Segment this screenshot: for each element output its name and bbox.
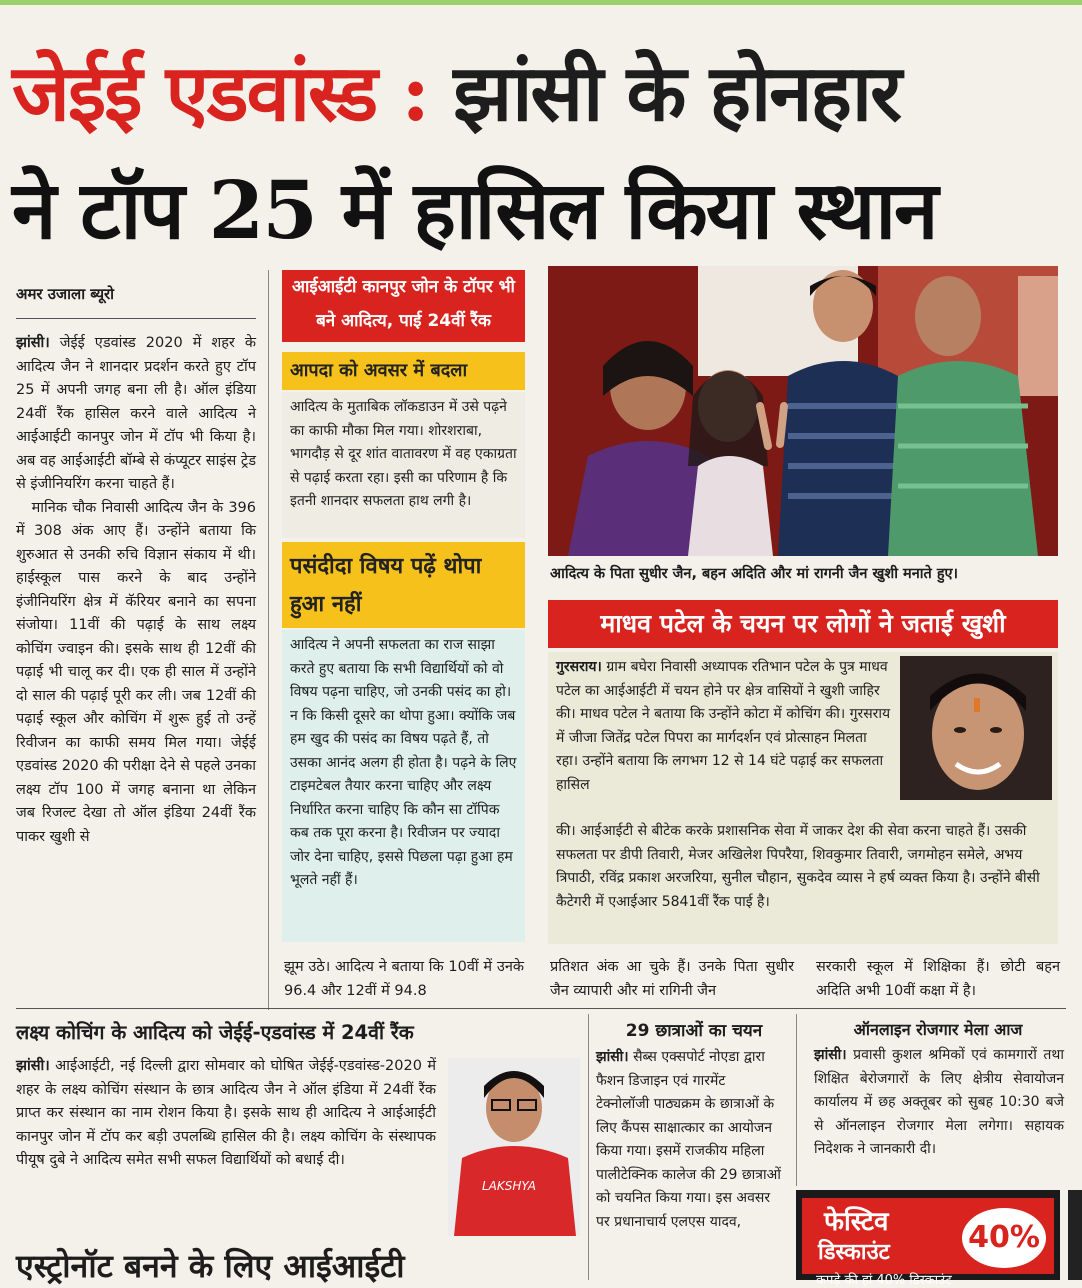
madhav-portrait [900,656,1052,800]
main-continuation-2: झूम उठे। आदित्य ने बताया कि 10वीं में उनके 96.4 और 12वीं में 94.8 [284,959,524,999]
chayan-text-body: सैब्स एक्सपोर्ट नोएडा द्वारा फैशन डिजाइन एवं गारमेंट टेक्नोलॉजी पाठ्यक्रम के छात्राओं के लिए कैंपस साक्षात्कार का आयोजन किया गया। इसमें राजकीय महिला पालीटेक्निक कालेज की 29 छात्राओं को चयनित किया गया। इस अवसर पर प्रधानाचार्य एलएस यादव, [596,1049,781,1230]
madhav-dateline: गुरसराय। [556,659,602,675]
column-divider [268,270,269,1010]
chayan-text [596,1046,782,1280]
divider-2 [588,1014,589,1280]
family-photo [548,266,1058,556]
chayan-dateline: झांसी। [596,1049,629,1065]
lakshya-dateline: झांसी। [16,1058,50,1074]
sidebar-text-1: आदित्य के मुताबिक लॉकडाउन में उसे पढ़ने का काफी मौका मिल गया। शोरशराबा, भागदौड़ से दूर शांत वातावरण में वह एकाग्रता से पढ़ाई करता रहा। इसी का परिणाम है कि इतनी शानदार सफलता हाथ लगी है। [282,392,525,538]
chayan-headline: 29 छात्राओं का चयन [625,1021,763,1041]
madhav-text-a [556,656,892,797]
byline-rule [16,318,256,319]
ad-line-1: फेस्टिव [824,1207,889,1237]
lakshya-text [16,1055,436,1173]
sidebar-subhead-1: आपदा को अवसर में बदला [282,352,525,390]
page-edge [1068,1190,1082,1280]
madhav-headline: माधव पटेल के चयन पर लोगों ने जताई खुशी [548,600,1058,648]
main-continuation-3: प्रतिशत अंक आ चुके हैं। उनके पिता सुधीर जैन व्यापारी और मां रागिनी जैन [550,959,794,999]
festive-discount-ad [796,1190,1060,1288]
sidebar-subhead-2: पसंदीदा विषय पढ़ें थोपा हुआ नहीं [282,542,525,628]
ad-line-3: कपड़े की हां 40% डिस्काउंट [816,1273,952,1288]
family-photo-caption: आदित्य के पिता सुधीर जैन, बहन अदिति और मां रागनी जैन खुशी मनाते हुए। [550,566,959,582]
lakshya-headline: लक्ष्य कोचिंग के आदित्य को जेईई-एडवांस्ड में 24वीं रैंक [16,1021,414,1044]
headline-line-1 [12,34,1072,154]
headline-line-2: ने टॉप 25 में हासिल किया स्थान [12,163,937,257]
lakshya-portrait [448,1058,580,1236]
section-rule [16,1008,1066,1009]
lakshya-text-body: आईआईटी, नई दिल्ली द्वारा सोमवार को घोषित जेईई-एडवांस्ड-2020 में शहर के लक्ष्य कोचिंग संस्थान के छात्र आदित्य जैन ने ऑल इंडिया में 24वीं रैंक प्राप्त कर संस्थान का नाम रोशन किया है। इसके साथ ही आदित्य ने आईआईटी कानपुर जोन में टॉप कर बड़ी उपलब्धि हासिल की है। लक्ष्य कोचिंग के संस्थापक पीयूष दुबे ने आदित्य समेत सभी सफल विद्यार्थियों को बधाई दी। [16,1058,436,1168]
divider-3 [796,1014,797,1186]
top-rule [0,0,1082,5]
main-para-2: मानिक चौक निवासी आदित्य जैन के 396 में 308 अंक आए हैं। उन्होंने बताया कि शुरुआत से उनकी रुचि विज्ञान संकाय में थी। हाईस्कूल पास करने के बाद उन्होंने इंजीनियरिंग क्षेत्र में कॅरियर बनाने का सपना संजोया। 11वीं की पढ़ाई के साथ लक्ष्य कोचिंग ज्वाइन की। इसके साथ ही 12वीं की पढ़ाई भी चालू कर दी। एक ही साल में उन्होंने दो साल की पढ़ाई पूरी कर ली। जब 12वीं की पढ़ाई स्कूल और कोचिंग में शुरू हुई तो उन्हें रिवीजन का काफी समय मिल गया। जेईई एडवांस्ड 2020 की परीक्षा देने से पहले उनका लक्ष्य टॉप 100 में जगह बनाना था लेकिन जब रिजल्ट देखा तो ऑल इंडिया 24वीं रैंक पाकर खुशी से [16,499,257,845]
family-photo-illustration [548,266,1058,556]
rozgar-text-body: प्रवासी कुशल श्रमिकों एवं कामगारों तथा शिक्षित बेरोजगारों के लिए क्षेत्रीय सेवायोजन कार्यालय में छह अक्तूबर को सुबह 10:30 बजे से ऑनलाइन रोजगार मेला लगेगा। सहायक निदेशक ने जानकारी दी। [814,1047,1064,1157]
lakshya-shirt-text: LAKSHYA [482,1179,537,1193]
sidebar-text-2: आदित्य ने अपनी सफलता का राज साझा करते हुए बताया कि सभी विद्यार्थियों को वो विषय पढ़ना चाहिए, जो उनकी पसंद का हो। न कि किसी दूसरे का थोपा हुआ। क्योंकि जब हम खुद की पसंद का विषय पढ़ते हैं, तो उसका आनंद अलग ही होता है। पढ़ने के लिए टाइमटेबल तैयार करना चाहिए और लक्ष्य निर्धारित करना चाहिए कि कौन सा टॉपिक कब तक पूरा करना है। रिवीजन पर ज्यादा जोर देना चाहिए, इससे पिछला पढ़ा हुआ हम भूलते नहीं हैं। [282,630,525,942]
cut-off-headline: एस्ट्रोनॉट बनने के लिए आईआईटी [16,1247,405,1285]
byline: अमर उजाला ब्यूरो [16,285,115,303]
rozgar-text [814,1044,1064,1162]
ad-panel [802,1198,1054,1274]
main-dateline: झांसी। [16,335,50,351]
headline-red-part: जेईई एडवांस्ड : [12,48,429,139]
ad-percent-badge: 40% [962,1208,1046,1268]
rozgar-dateline: झांसी। [814,1047,847,1063]
main-story-column [16,332,256,1012]
madhav-text-b: की। आईआईटी से बीटेक करके प्रशासनिक सेवा में जाकर देश की सेवा करना चाहते हैं। उसकी सफलता पर डीपी तिवारी, मेजर अखिलेश पिपरैया, शिवकुमार तिवारी, जगमोहन समेले, अभय त्रिपाठी, रविंद्र प्रकाश अरजरिया, सुनील चौहान, सुकदेव व्यास ने हर्ष व्यक्त किया है। उन्होंने बीसी कैटेगरी में एआईआर 5841वीं रैंक पाई है। [556,823,1040,910]
rozgar-headline: ऑनलाइन रोजगार मेला आज [853,1020,1023,1039]
madhav-portrait-illustration [900,656,1052,800]
main-para-1: जेईई एडवांस्ड 2020 में शहर के आदित्य जैन ने शानदार प्रदर्शन करते हुए टॉप 25 में अपनी जगह बना ली है। ऑल इंडिया 24वीं रैंक हासिल करने वाले आदित्य ने आईआईटी कानपुर जोन में टॉप भी किया है। अब वह आईआईटी बॉम्बे से कंप्यूटर साइंस ट्रेड से इंजीनियरिंग करना चाहते हैं। [16,335,257,492]
main-continuation-4: सरकारी स्कूल में शिक्षिका हैं। छोटी बहन अदिति अभी 10वीं कक्षा में है। [816,959,1060,999]
headline-black-part: झांसी के होनहार [453,48,900,139]
madhav-text-a-body: ग्राम बघेरा निवासी अध्यापक रतिभान पटेल के पुत्र माधव पटेल का आईआईटी में चयन होने पर क्षेत्र वासियों ने खुशी जाहिर की। माधव पटेल ने बताया कि उन्होंने कोटा में कोचिंग की। गुरसराय में जीजा जितेंद्र पटेल पिपरा का मार्गदर्शन एवं प्रोत्साहन मिलता रहा। उन्होंने बताया कि लगभग 12 से 14 घंटे पढ़ाई कर सफलता हासिल [556,659,891,793]
sidebar-red-headline: आईआईटी कानपुर जोन के टॉपर भी बने आदित्य, पाई 24वीं रैंक [282,270,525,342]
ad-line-2: डिस्काउंट [818,1240,890,1265]
lakshya-portrait-illustration [448,1058,580,1236]
